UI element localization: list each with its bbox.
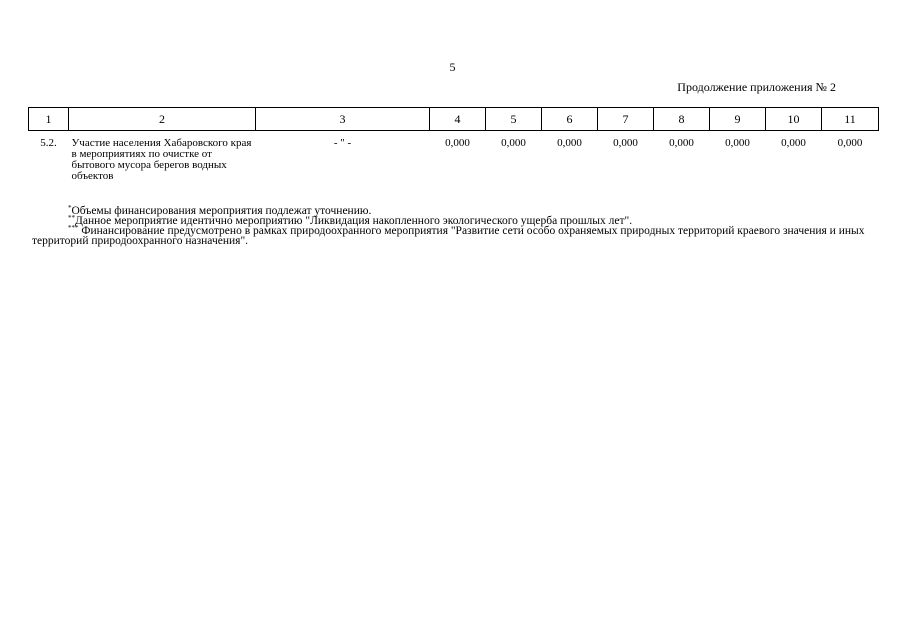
column-header: 9 bbox=[710, 108, 766, 131]
row-value: 0,000 bbox=[445, 137, 470, 149]
row-value: 0,000 bbox=[613, 137, 638, 149]
footnote-text: Объемы финансирования мероприятия подлежат уточнению. bbox=[71, 205, 372, 217]
row-value: 0,000 bbox=[781, 137, 806, 149]
column-header: 7 bbox=[598, 108, 654, 131]
footnote-mark: * bbox=[68, 204, 72, 212]
column-header: 2 bbox=[69, 108, 256, 131]
table-row bbox=[29, 131, 879, 183]
column-header: 6 bbox=[542, 108, 598, 131]
column-header: 5 bbox=[486, 108, 542, 131]
footnote-text: Данное мероприятие идентично мероприятию "Ликвидация накопленного экологического ущерба прошлых лет". bbox=[75, 215, 633, 227]
footnotes bbox=[32, 206, 882, 246]
header-row bbox=[29, 108, 879, 131]
row-value: 0,000 bbox=[837, 137, 863, 149]
footnote-mark: ** bbox=[68, 214, 75, 222]
page-number: 5 bbox=[449, 60, 456, 74]
financing-table bbox=[28, 107, 879, 182]
row-value: 0,000 bbox=[669, 137, 694, 149]
row-executor: - " - bbox=[333, 137, 352, 149]
column-header: 3 bbox=[256, 108, 430, 131]
footnote bbox=[32, 226, 882, 246]
continuation-label: Продолжение приложения № 2 bbox=[677, 80, 836, 94]
row-value: 0,000 bbox=[557, 137, 582, 149]
row-description: Участие населения Хабаровского края в мероприятиях по очистке от бытового мусора берегов водных объектов bbox=[71, 137, 252, 182]
column-header: 4 bbox=[430, 108, 486, 131]
column-header: 1 bbox=[29, 108, 69, 131]
footnote-text: Финансирование предусмотрено в рамках природоохранного мероприятия "Развитие сети особо охраняемых природных территорий краевого значения и иных территорий природоохранного назначения". bbox=[32, 225, 865, 247]
row-number: 5.2. bbox=[40, 137, 57, 149]
row-value: 0,000 bbox=[725, 137, 750, 149]
column-header: 10 bbox=[766, 108, 822, 131]
column-header: 8 bbox=[654, 108, 710, 131]
row-value: 0,000 bbox=[501, 137, 526, 149]
footnote-mark: *** bbox=[68, 224, 79, 232]
column-header: 11 bbox=[822, 108, 879, 131]
